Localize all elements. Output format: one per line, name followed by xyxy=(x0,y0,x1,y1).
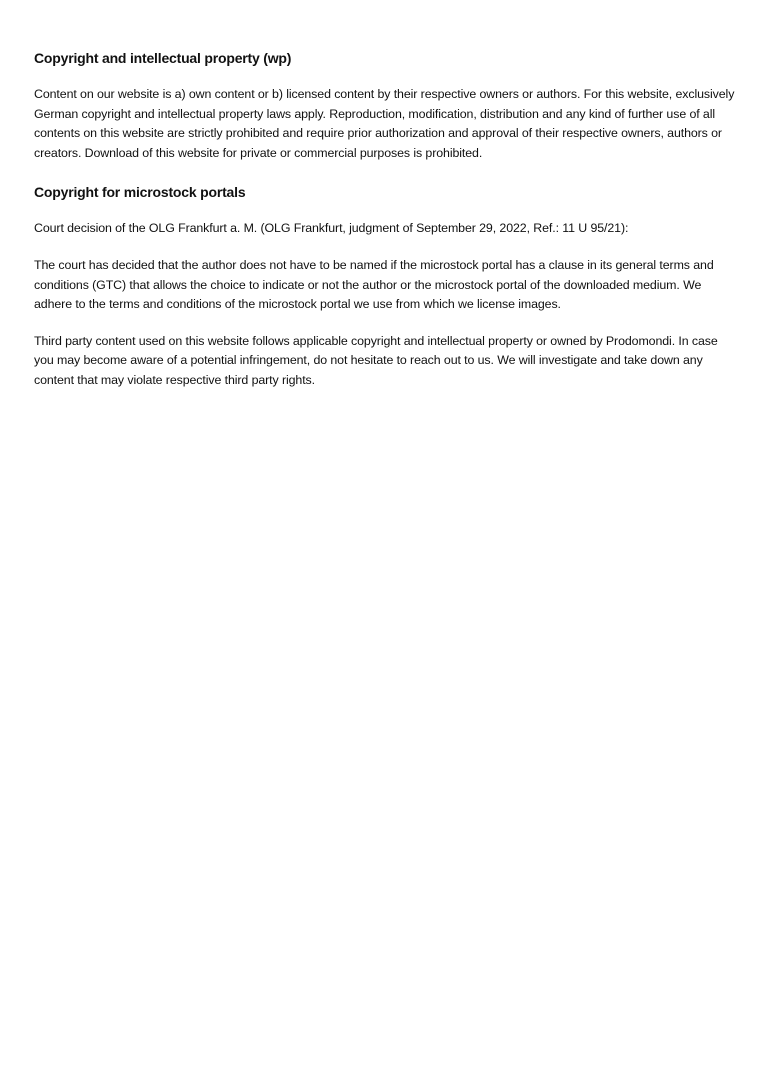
paragraph-court-ruling: The court has decided that the author does not have to be named if the microstock portal has a clause in its general terms and conditions (GTC) that allows the choice to indicate or not the author or the microstock portal of the downloaded medium. We adhere to the terms and conditions of the microstock portal we use from which we license images. xyxy=(34,257,714,312)
document-content xyxy=(34,48,738,391)
paragraph-website-content: Content on our website is a) own content or b) licensed content by their respective owners or authors. For this website, exclusively German copyright and intellectual property laws apply. Reproduction, modification, distribution and any kind of further use of all contents on this website are strictly prohibited and require prior authorization and approval of their respective owners, authors or creators. Download of this website for private or commercial purposes is prohibited. xyxy=(34,87,735,160)
paragraph-third-party-content: Third party content used on this website follows applicable copyright and intellectual property or owned by Prodomondi. In case you may become aware of a potential infringement, do not hesitate to reach out to us. We will investigate and take down any content that may violate respective third party rights. xyxy=(34,333,718,387)
paragraph-court-decision: Court decision of the OLG Frankfurt a. M. (OLG Frankfurt, judgment of September 29, 2022, Ref.: 11 U 95/21): xyxy=(34,221,629,236)
heading-copyright-microstock: Copyright for microstock portals xyxy=(34,184,246,201)
heading-copyright-intellectual-property: Copyright and intellectual property (wp) xyxy=(34,50,292,66)
